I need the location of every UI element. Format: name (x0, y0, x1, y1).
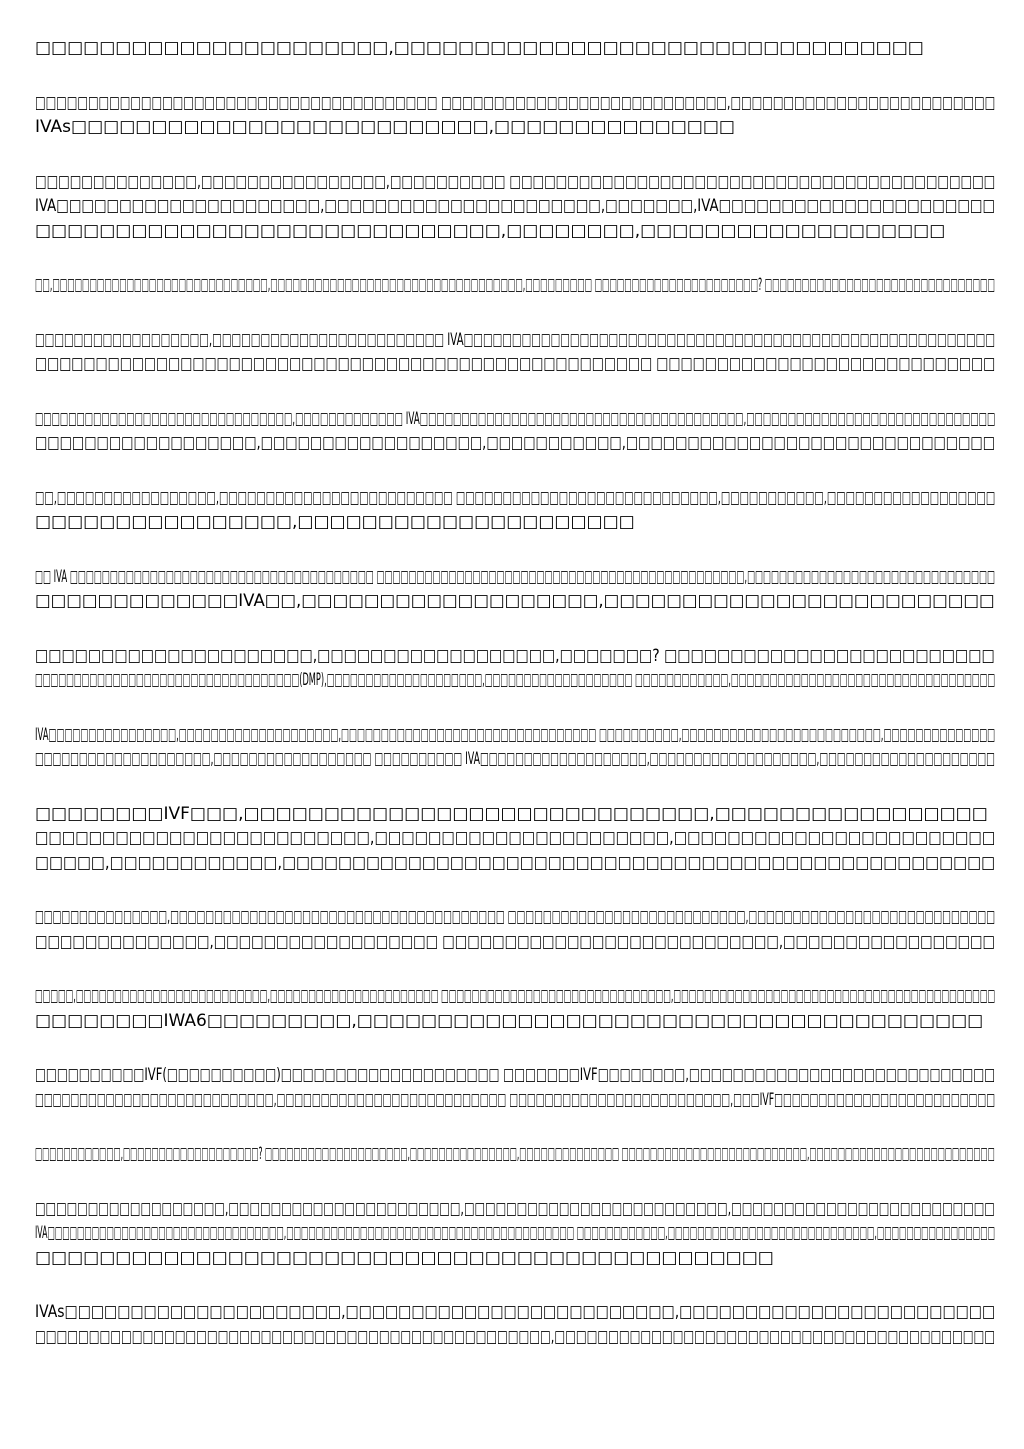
text-line: IVAs□□□□□□□□□□□□□□□□□□□□□,□□□□□□□□□□□□□□□□□□□□□□□□□,□□□□□□□□□□□□□□□□□□□□□□□□ (35, 1302, 996, 1322)
text-line: □□□□□□□□□□□□□□,□□□□□□□□□□□□□□□□□□ □□□□□□□□□□□□□□□□□□□□□□□□□□□,□□□□□□□□□□□□□□□□□ (35, 931, 995, 952)
paragraph (35, 984, 995, 1033)
text-line: □□□□□□□□□□□□□□□□□□□□□□□□□□□□□□□□□□□□□□□□□□□□□□ (35, 1247, 774, 1268)
text-line: □□□□□□□□□□□□□□□□□□,□□□□□□□□□□□□□□□□□□,□□□□□□□□□□□,□□□□□□□□□□□□□□□□□□□□□□□□□□□□□□ (35, 433, 996, 453)
text-line: □□□□□,□□□□□□□□□□□□□□□□□□□□□□□□□,□□□□□□□□□□□□□□□□□□□□□□ □□□□□□□□□□□□□□□□□□□□□□□□□□□□□□,□□□□□□□□□□□□□□□□□□□□□□□□□□□□□□□□□□□□□□□□□□ (35, 986, 996, 1006)
paragraph (35, 565, 995, 614)
paragraph (35, 328, 995, 377)
text-line: □□□□□□□□□□□□□□□,□□□□□□□□□□□□□□□□□□□□□□□□□□□□□□□□□□□□□□ □□□□□□□□□□□□□□□□□□□□□□□□□□□,□□□□□□□□□□□□□□□□□□□□□□□□□□□□ (35, 907, 996, 927)
paragraph (35, 1063, 995, 1112)
text-line: □□□□□□□□□□□□□□□□□□□□,□□□□□□□□□□□□□□□□□□ □□□□□□□□□□ IVA□□□□□□□□□□□□□□□□□□□,□□□□□□□□□□□□□□□□□□□,□□□□□□□□□□□□□□□□□□□□ (35, 749, 995, 769)
text-line: IVAs□□□□□□□□□□□□□□□□□□□□□□□□□□,□□□□□□□□□□□□□□□ (35, 117, 735, 137)
text-line: □□ IVA □□□□□□□□□□□□□□□□□□□□□□□□□□□□□□□□□□□□□□ □□□□□□□□□□□□□□□□□□□□□□□□□□□□□□□□□□□□□□□□□□□□□□,□□□□□□□□□□□□□□□□□□□□□□□□□□□□□□□ (35, 566, 995, 587)
text-line: □□□□□□□□□□□□□□□□□□□□□□□□□□□□□□□□□□□□□□□□□□□□□□□□,□□□□□□□□□□□□□□□□□□□□□□□□□□□□□□□□□□□□□□□□□ (35, 1326, 995, 1347)
text-line: □□□□□□□□□□□□□□□□□□□□□,□□□□□□□□□□□□□□□□□□,□□□□□□□? □□□□□□□□□□□□□□□□□□□□□□□□□ (35, 645, 995, 666)
text-line: □□□□□□□□□□□□□□□□□□□□□□□□□□□,□□□□□□□□□□□□□□□□□□□□□□□□□□ □□□□□□□□□□□□□□□□□□□□□□□□□,□□□IVF□□□□□□□□□□□□□□□□□□□□□□□□□ (35, 1089, 996, 1110)
paragraph (35, 486, 995, 535)
paragraph (35, 723, 995, 772)
text-line: □□,□□□□□□□□□□□□□□□□□□□□□□□□□□□□□,□□□□□□□□□□□□□□□□□□□□□□□□□□□□□□□□□□,□□□□□□□□□ □□□□□□□□□□□□□□□□□□□□□□? □□□□□□□□□□□□□□□□□□□□□□□□□□□□□□□ (35, 275, 995, 295)
text-line: □□□□□□□□□□□□□IVA□□,□□□□□□□□□□□□□□□□□□□,□□□□□□□□□□□□□□□□□□□□□□□□□ (35, 591, 995, 611)
text-line: IVA□□□□□□□□□□□□□□□□,□□□□□□□□□□□□□□□□□□□□,□□□□□□□□□□□□□□□□□□□□□□□□□□□□□□□□ □□□□□□□□□□,□□□□□□□□□□□□□□□□□□□□□□□□□,□□□□□□□□□□□□□□ (35, 724, 996, 745)
text-line: □□□□□□□□□□□□□□□□□□□□□□□□□□□□□,□□□□□□□□,□□□□□□□□□□□□□□□□□□□ (35, 220, 946, 241)
text-line: □□□□□□□□□□□□□□□□,□□□□□□□□□□□□□□□□□□□□□ (35, 512, 635, 532)
paragraph (35, 1197, 995, 1271)
document-page (35, 36, 995, 1379)
text-line: □□□□□□□□□□□□□□□□□□□□□□□□□,□□□□□□□□□□□□□□□□□□□□□□,□□□□□□□□□□□□□□□□□□□□□□□□ (35, 828, 996, 848)
text-line: □□□□□,□□□□□□□□□□□□,□□□□□□□□□□□□□□□□□□□□□□□□□□□□□□□□□□□□□□□□□□□□□□□□□□□ (35, 852, 996, 873)
paragraph (35, 1300, 995, 1349)
text-line: □□□□□□□□□□□□□□□□□□,□□□□□□□□□□□□□□□□□□□□□□,□□□□□□□□□□□□□□□□□□□□□□□□□,□□□□□□□□□□□□□□□□□□□□□□□□□ (35, 1198, 995, 1219)
paragraph (35, 407, 995, 456)
paragraph (35, 1142, 995, 1167)
text-line: □□□□□□□□□□□□□□□□□□□□□□□□□□□□□□□□□□□□□□ □□□□□□□□□□□□□□□□□□□□□□□□□□□,□□□□□□□□□□□□□□□□□□□□□□□□□ (35, 92, 996, 113)
text-line: IVA□□□□□□□□□□□□□□□□□□□□□,□□□□□□□□□□□□□□□□□□□□□□,□□□□□□□,IVA□□□□□□□□□□□□□□□□□□□□□□ (35, 196, 996, 216)
paragraph (35, 170, 995, 244)
text-line: □□□□□□□□IVF□□□,□□□□□□□□□□□□□□□□□□□□□□□□□□□□□,□□□□□□□□□□□□□□□□□ (35, 803, 988, 824)
text-line: □□□□□□□□□□□□□□,□□□□□□□□□□□□□□□□,□□□□□□□□□□ □□□□□□□□□□□□□□□□□□□□□□□□□□□□□□□□□□□□□□□□□□ (35, 171, 996, 192)
paragraph (35, 802, 995, 876)
text-line: □□□□□□□□IWA6□□□□□□□□□,□□□□□□□□□□□□□□□□□□□□□□□□□□□□□□□□□□□□□□□ (35, 1010, 984, 1031)
text-line: □□□□□□□□□□□□□□□□□□□□□□,□□□□□□□□□□□□□□□□□□□□□□□□□□□□□□□□□ (35, 38, 924, 58)
paragraph (35, 644, 995, 693)
text-line: □□□□□□□□□□IVF(□□□□□□□□□□)□□□□□□□□□□□□□□□□□□□□ □□□□□□□IVF□□□□□□□□,□□□□□□□□□□□□□□□□□□□□□□□□□□□□ (35, 1065, 996, 1085)
text-line: □□,□□□□□□□□□□□□□□□□□,□□□□□□□□□□□□□□□□□□□□□□□□□ □□□□□□□□□□□□□□□□□□□□□□□□□□□□,□□□□□□□□□□□,□□□□□□□□□□□□□□□□□□ (35, 487, 996, 508)
text-line: □□□□□□□□□□□□□□□□□□□□□□□□□□□□□□□□□□□□□□□□□□□□□□□□□□□ □□□□□□□□□□□□□□□□□□□□□□□□□□□□ (35, 354, 996, 374)
text-line: □□□□□□□□□□□□□□□□□□□□□□□□□□□□□□□□□□(DMP),□□□□□□□□□□□□□□□□□□□□,□□□□□□□□□□□□□□□□□□□ □□□□□□□□□□□□,□□□□□□□□□□□□□□□□□□□□□□□□□□□□□□□□□□ (35, 670, 996, 690)
text-line: □□□□□□□□□□□□□□□□□□□□□□□□□□□□□□□,□□□□□□□□□□□□□ IVA□□□□□□□□□□□□□□□□□□□□□□□□□□□□□□□□□□□□□□□,□□□□□□□□□□□□□□□□□□□□□□□□□□□□□□ (35, 408, 996, 429)
paragraph (35, 905, 995, 954)
text-line: □□□□□□□□□□□□,□□□□□□□□□□□□□□□□□□□? □□□□□□□□□□□□□□□□□□□□,□□□□□□□□□□□□□□□,□□□□□□□□□□□□□□ □□□□□□□□□□□□□□□□□□□□□□□□□□,□□□□□□□□□□□□□□□□□□□□□□□□□□ (35, 1144, 995, 1164)
paragraph (35, 91, 995, 140)
paragraph (35, 273, 995, 298)
text-line: IVA□□□□□□□□□□□□□□□□□□□□□□□□□□□□□□□□,□□□□□□□□□□□□□□□□□□□□□□□□□□□□□□□□□□□□□□□ □□□□□□□□□□□□,□□□□□□□□□□□□□□□□□□□□□□□□□□□□,□□□□□□□□□□□□□□□□ (35, 1223, 995, 1243)
text-line: □□□□□□□□□□□□□□□□□□,□□□□□□□□□□□□□□□□□□□□□□□□ IVA□□□□□□□□□□□□□□□□□□□□□□□□□□□□□□□□□□□□□□□□□□□□□□□□□□□□□□□ (35, 329, 996, 350)
paragraph (35, 36, 995, 61)
